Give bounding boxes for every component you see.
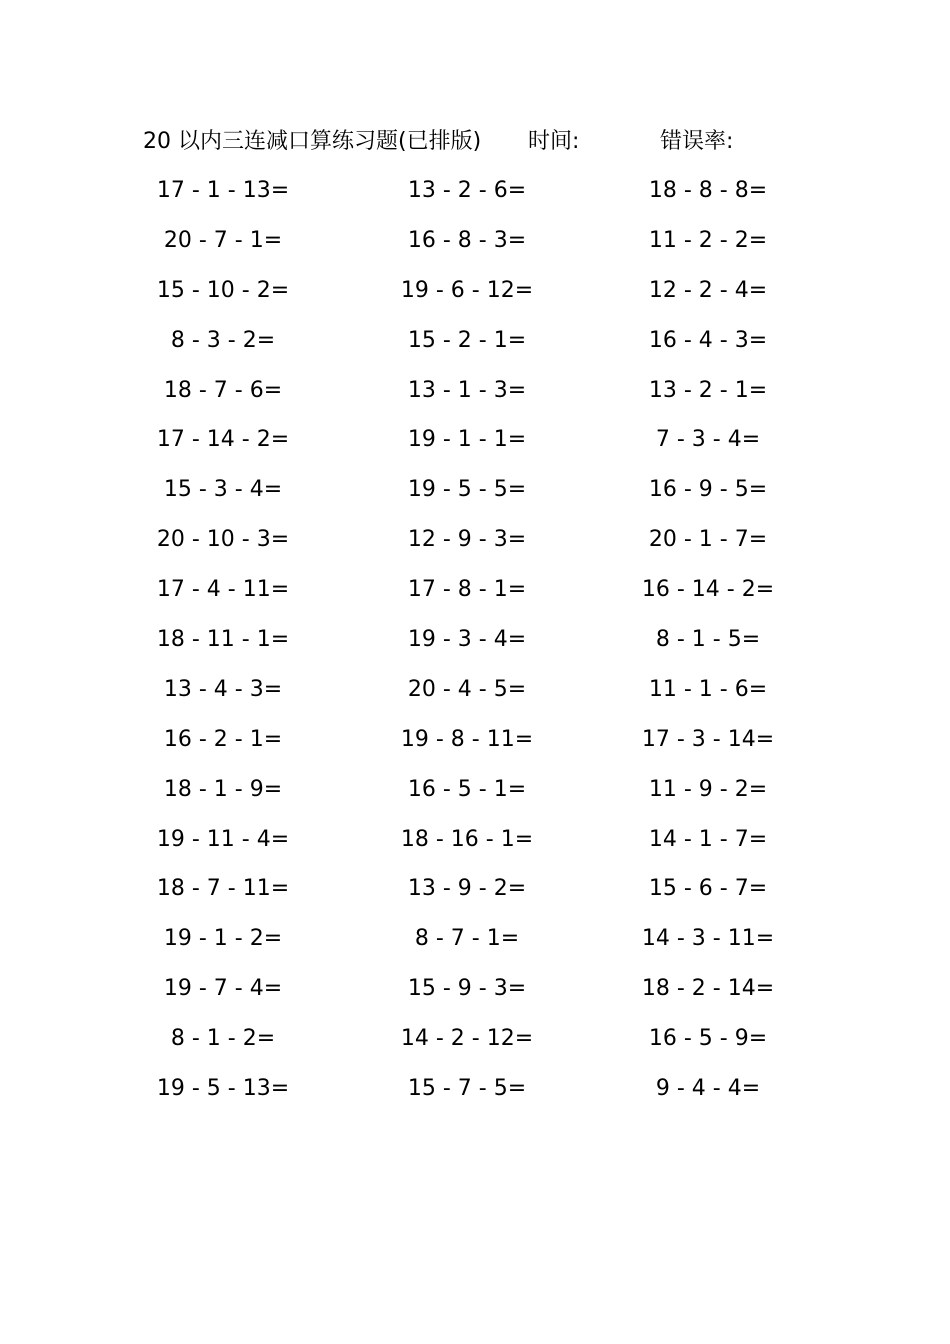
problem-item: 20 - 4 - 5= — [407, 676, 527, 702]
problem-item: 14 - 1 - 7= — [648, 826, 768, 852]
problem-row — [0, 870, 950, 920]
problem-grid — [0, 172, 950, 1120]
problem-row — [0, 421, 950, 471]
problem-row — [0, 322, 950, 372]
problem-item: 12 - 2 - 4= — [648, 277, 768, 303]
problem-item: 13 - 2 - 6= — [407, 178, 527, 203]
problem-item: 20 - 7 - 1= — [163, 227, 283, 253]
problem-item: 7 - 3 - 4= — [655, 427, 761, 453]
problem-item: 14 - 3 - 11= — [641, 926, 775, 952]
time-label: 时间: — [528, 129, 580, 154]
problem-item: 20 - 1 - 7= — [648, 527, 768, 553]
problem-item: 19 - 11 - 4= — [156, 826, 290, 852]
problem-item: 13 - 1 - 3= — [407, 377, 527, 403]
problem-item: 11 - 2 - 2= — [648, 227, 768, 253]
problem-row — [0, 471, 950, 521]
problem-item: 19 - 7 - 4= — [163, 976, 283, 1002]
problem-item: 18 - 1 - 9= — [163, 776, 283, 802]
problem-item: 18 - 2 - 14= — [641, 976, 775, 1002]
problem-item: 16 - 8 - 3= — [407, 227, 527, 253]
problem-item: 16 - 5 - 9= — [648, 1026, 768, 1052]
problem-item: 17 - 3 - 14= — [641, 726, 775, 752]
problem-item: 15 - 7 - 5= — [407, 1076, 527, 1102]
problem-row — [0, 172, 950, 222]
problem-item: 20 - 10 - 3= — [156, 527, 290, 553]
problem-item: 11 - 1 - 6= — [648, 676, 768, 702]
problem-item: 16 - 2 - 1= — [163, 726, 283, 752]
problem-item: 12 - 9 - 3= — [407, 527, 527, 553]
problem-item: 15 - 9 - 3= — [407, 976, 527, 1002]
problem-row — [0, 372, 950, 422]
problem-item: 17 - 14 - 2= — [156, 427, 290, 453]
problem-item: 18 - 16 - 1= — [400, 826, 534, 852]
problem-item: 13 - 9 - 2= — [407, 876, 527, 902]
error-rate-label: 错误率: — [660, 129, 734, 154]
problem-item: 13 - 4 - 3= — [163, 676, 283, 702]
problem-item: 8 - 7 - 1= — [414, 926, 520, 952]
problem-item: 13 - 2 - 1= — [648, 377, 768, 403]
problem-item: 18 - 11 - 1= — [156, 627, 290, 653]
problem-item: 19 - 5 - 13= — [156, 1076, 290, 1102]
problem-item: 16 - 5 - 1= — [407, 776, 527, 802]
problem-item: 15 - 2 - 1= — [407, 327, 527, 353]
problem-row — [0, 1020, 950, 1070]
problem-item: 16 - 9 - 5= — [648, 477, 768, 503]
page-title: 20 以内三连减口算练习题(已排版) — [143, 129, 482, 154]
problem-item: 18 - 7 - 6= — [163, 377, 283, 403]
problem-item: 19 - 8 - 11= — [400, 726, 534, 752]
problem-row — [0, 970, 950, 1020]
problem-item: 17 - 4 - 11= — [156, 577, 290, 603]
problem-item: 19 - 1 - 1= — [407, 427, 527, 453]
problem-item: 8 - 1 - 2= — [170, 1026, 276, 1052]
problem-item: 16 - 4 - 3= — [648, 327, 768, 353]
problem-row — [0, 721, 950, 771]
problem-row — [0, 821, 950, 871]
problem-item: 8 - 3 - 2= — [170, 327, 276, 353]
problem-item: 18 - 8 - 8= — [648, 178, 768, 203]
problem-row — [0, 521, 950, 571]
problem-item: 17 - 8 - 1= — [407, 577, 527, 603]
problem-row — [0, 771, 950, 821]
problem-row — [0, 621, 950, 671]
problem-item: 15 - 6 - 7= — [648, 876, 768, 902]
problem-item: 14 - 2 - 12= — [400, 1026, 534, 1052]
problem-item: 18 - 7 - 11= — [156, 876, 290, 902]
worksheet-header — [143, 124, 843, 160]
problem-item: 19 - 1 - 2= — [163, 926, 283, 952]
problem-item: 16 - 14 - 2= — [641, 577, 775, 603]
problem-item: 8 - 1 - 5= — [655, 627, 761, 653]
problem-row — [0, 671, 950, 721]
problem-item: 9 - 4 - 4= — [655, 1076, 761, 1102]
problem-row — [0, 571, 950, 621]
problem-row — [0, 920, 950, 970]
problem-item: 17 - 1 - 13= — [156, 178, 290, 203]
problem-row — [0, 222, 950, 272]
problem-item: 15 - 10 - 2= — [156, 277, 290, 303]
problem-row — [0, 272, 950, 322]
problem-item: 19 - 6 - 12= — [400, 277, 534, 303]
problem-item: 19 - 5 - 5= — [407, 477, 527, 503]
problem-item: 15 - 3 - 4= — [163, 477, 283, 503]
problem-item: 19 - 3 - 4= — [407, 627, 527, 653]
problem-item: 11 - 9 - 2= — [648, 776, 768, 802]
problem-row — [0, 1070, 950, 1120]
